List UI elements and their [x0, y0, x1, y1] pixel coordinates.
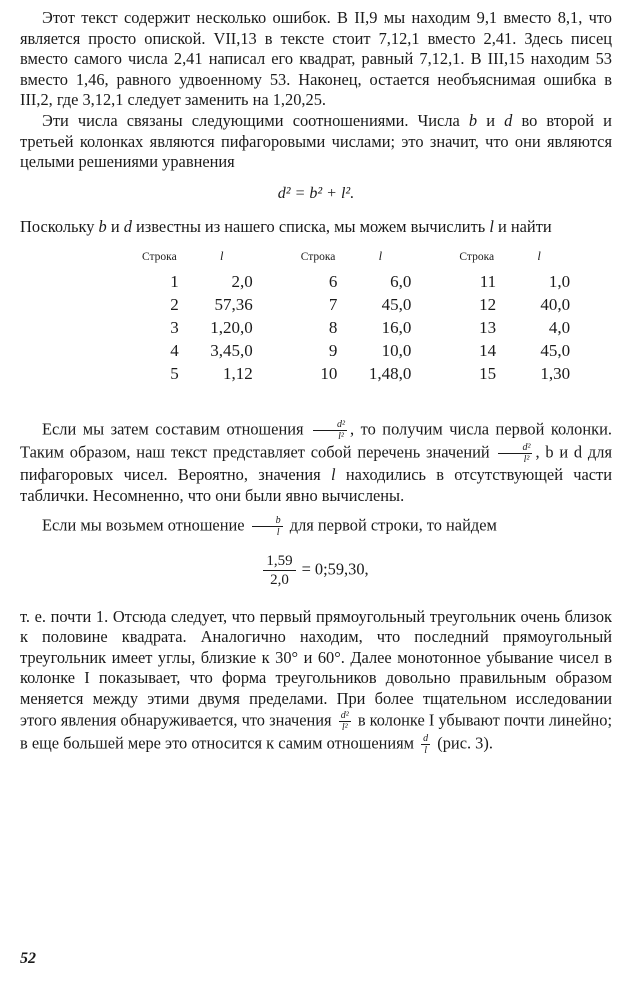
pythagorean-equation: d² = b² + l². — [277, 184, 355, 202]
table-header-row: Строка l Строка l Строка l — [142, 249, 541, 264]
table-row: 4 3,45,0 9 10,0 14 45,0 — [170, 340, 571, 360]
paragraph-b-over-l: Если мы возьмем отношение $\frac{b}{l}$ для первой строки, то найдем — [42, 514, 497, 538]
fraction-d2-l2: $\frac{\text{d²}}{\text{l²}}$ — [313, 419, 347, 442]
fraction-d2-l2: $\frac{\text{d²}}{\text{l²}}$ — [498, 442, 532, 465]
paragraph-conclusion: т. е. почти 1. Отсюда следует, что первый прямоугольный треугольник очень близок к половине квадрата. Аналогично находим, что последний прямоугольный треугольник имеет углы, близкие к 30° и 60°. Далее монотонное убывание чисел в колонке I показывает, что форма треугольников довольно правильным образом меняется между этими двумя пределами. При более тщательном исследовании этого явления обнаруживается, что значения $\frac{\text{d²}}{\text{l²}}$ в колонке I убывают почти линейно; в еще большей мере это относится к самим отношениям $\frac{d}{l}$ (рис. 3). — [20, 606, 613, 756]
paragraph-relations: Эти числа связаны следующими соотношениями. Числа b и d во второй и третьей колонках являются пифагоровыми числами; это значит, что они являются целыми решениями уравнения — [20, 110, 612, 172]
table-row: 3 1,20,0 8 16,0 13 4,0 — [170, 317, 571, 337]
page-body — [20, 8, 612, 756]
table-row: 2 57,36 7 45,0 12 40,0 — [170, 294, 571, 314]
fraction-d-l: $\frac{d}{l}$ — [423, 732, 429, 756]
table-row: 5 1,12 10 1,48,0 15 1,30 — [170, 363, 571, 383]
fraction-result: $\frac{1,59}{2,0}$ — [263, 552, 295, 589]
paragraph-compute-l: Поскольку b и d известны из нашего списка, мы можем вычислить l и найти — [20, 216, 552, 236]
fraction-d2-l2: $\frac{\text{d²}}{\text{l²}}$ — [340, 709, 349, 733]
result-equation: $\frac{1,59}{2,0}$ = 0;59,30, — [20, 552, 612, 589]
l-values-table — [134, 249, 576, 385]
table-row: 1 2,0 6 6,0 11 1,0 — [170, 271, 571, 291]
paragraph-errors: Этот текст содержит несколько ошибок. В II,9 мы находим 9,1 вместо 8,1, что является просто опиской. VII,13 в тексте стоит 7,12,1 вместо 2,41. Здесь писец вместо самого числа 2,41 написал его квадрат, равный 7,12,1. В III,15 находим 53 вместо 1,46, равного удвоенному 53. Наконец, остается необъяснимая ошибка в III,2, где 3,12,1 следует заменить на 1,20,25. — [20, 8, 612, 110]
paragraph-ratios: Если мы затем составим отношения $\frac{\text{d²}}{\text{l²}}$ , то получим числа первой колонки. Таким образом, наш текст представляет собой перечень значений $\frac{\text{d²}}{\text{l²}}$ , b и d для пифагоровых чисел. Вероятно, значения l находились в отсутствующей части таблички. Несомненно, что они были явно вычислены. — [20, 419, 612, 505]
fraction-b-l: $\frac{b}{l}$ — [252, 515, 283, 538]
page-number: 52 — [20, 950, 36, 967]
